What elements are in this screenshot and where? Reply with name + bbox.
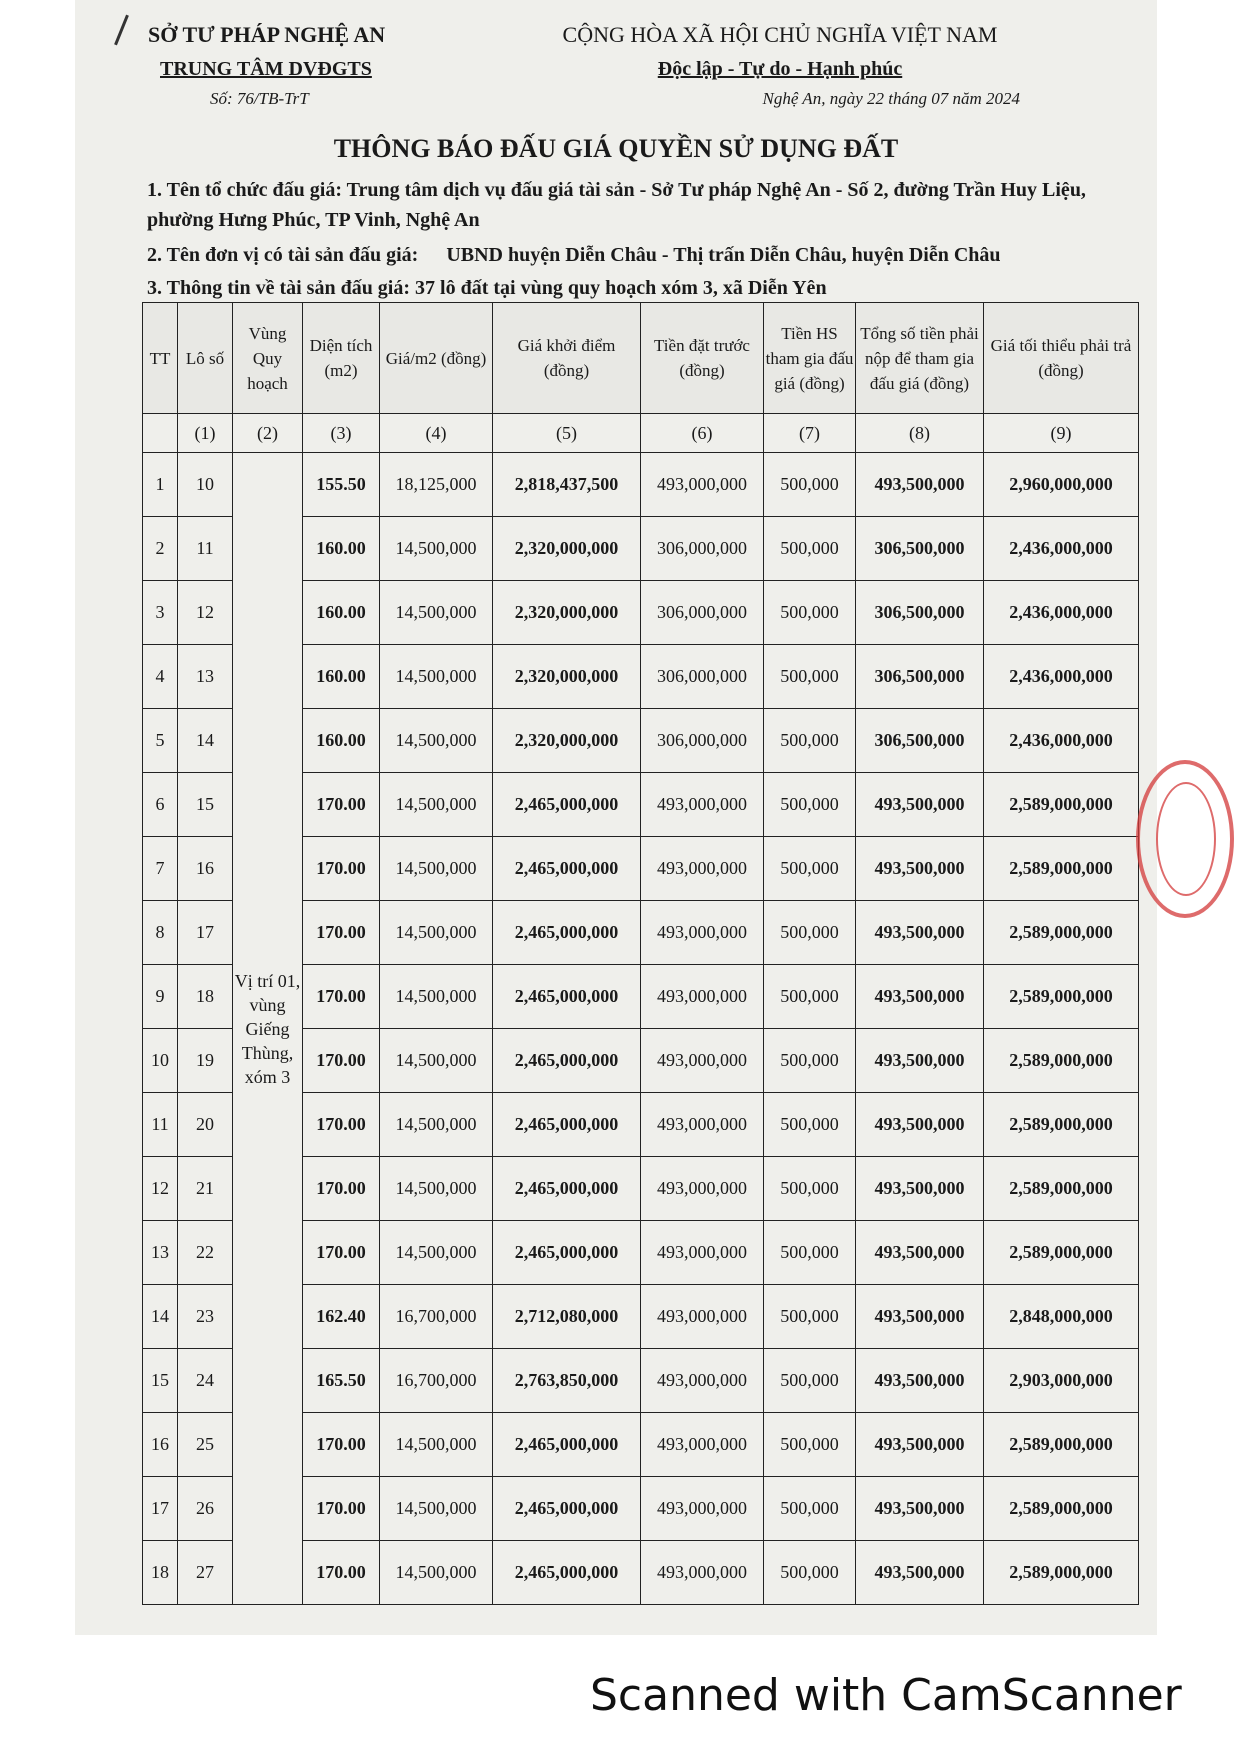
table-cell: 2,465,000,000	[493, 901, 641, 965]
table-cell: 2,589,000,000	[984, 1477, 1139, 1541]
table-cell: 2,436,000,000	[984, 709, 1139, 773]
table-cell: 306,500,000	[856, 581, 984, 645]
index-cell: (9)	[984, 414, 1139, 453]
table-cell: 14,500,000	[380, 581, 493, 645]
table-cell: 2,589,000,000	[984, 1029, 1139, 1093]
table-cell: 2,589,000,000	[984, 1541, 1139, 1605]
table-cell: 14,500,000	[380, 837, 493, 901]
index-cell: (2)	[233, 414, 303, 453]
date-line: Nghệ An, ngày 22 tháng 07 năm 2024	[762, 89, 1020, 108]
table-cell: 2,465,000,000	[493, 1029, 641, 1093]
table-cell: 170.00	[303, 773, 380, 837]
table-cell: 493,000,000	[641, 837, 764, 901]
table-cell: 170.00	[303, 1093, 380, 1157]
col-header: Tiền đặt trước (đồng)	[641, 303, 764, 414]
table-cell: 14,500,000	[380, 965, 493, 1029]
table-cell: 24	[178, 1349, 233, 1413]
table-cell: 500,000	[764, 1541, 856, 1605]
table-cell: 160.00	[303, 709, 380, 773]
table-cell: 6	[143, 773, 178, 837]
table-cell: 493,000,000	[641, 453, 764, 517]
table-cell: 12	[143, 1157, 178, 1221]
table-cell: 160.00	[303, 517, 380, 581]
table-cell: 170.00	[303, 1477, 380, 1541]
table-cell: 16	[143, 1413, 178, 1477]
table-cell: 22	[178, 1221, 233, 1285]
table-cell: 493,500,000	[856, 1413, 984, 1477]
table-cell: 500,000	[764, 1029, 856, 1093]
table-cell: 2,320,000,000	[493, 517, 641, 581]
table-cell: 306,000,000	[641, 709, 764, 773]
table-cell: 493,500,000	[856, 1477, 984, 1541]
index-cell: (8)	[856, 414, 984, 453]
table-cell: 2,712,080,000	[493, 1285, 641, 1349]
table-cell: 14,500,000	[380, 645, 493, 709]
table-cell: 165.50	[303, 1349, 380, 1413]
table-cell: 14,500,000	[380, 1221, 493, 1285]
index-cell: (5)	[493, 414, 641, 453]
table-cell: 500,000	[764, 645, 856, 709]
table-cell: 2,589,000,000	[984, 1221, 1139, 1285]
table-cell: 170.00	[303, 1541, 380, 1605]
col-header: Giá/m2 (đồng)	[380, 303, 493, 414]
table-cell: 2,320,000,000	[493, 645, 641, 709]
table-header-row	[143, 303, 1139, 414]
table-cell: 14	[143, 1285, 178, 1349]
col-header: Vùng Quy hoạch	[233, 303, 303, 414]
table-cell: 18,125,000	[380, 453, 493, 517]
org-unit: TRUNG TÂM DVĐGTS	[160, 58, 372, 80]
table-cell: 500,000	[764, 1477, 856, 1541]
table-cell: 493,000,000	[641, 901, 764, 965]
table-cell: 2,465,000,000	[493, 837, 641, 901]
table-cell: 306,500,000	[856, 709, 984, 773]
table-cell: 306,000,000	[641, 645, 764, 709]
col-header: TT	[143, 303, 178, 414]
table-cell: 14,500,000	[380, 901, 493, 965]
table-cell: 2,903,000,000	[984, 1349, 1139, 1413]
table-cell: 500,000	[764, 709, 856, 773]
table-cell: 14	[178, 709, 233, 773]
table-cell: 493,500,000	[856, 1285, 984, 1349]
table-cell: 2,465,000,000	[493, 1541, 641, 1605]
header-right	[520, 22, 1040, 109]
table-cell: 2,436,000,000	[984, 517, 1139, 581]
table-cell: 25	[178, 1413, 233, 1477]
table-cell: 18	[178, 965, 233, 1029]
table-cell: 170.00	[303, 965, 380, 1029]
table-cell: 8	[143, 901, 178, 965]
table-cell: 306,000,000	[641, 517, 764, 581]
section-2-value: UBND huyện Diễn Châu - Thị trấn Diễn Châu, huyện Diễn Châu	[446, 244, 1001, 266]
table-cell: 170.00	[303, 1157, 380, 1221]
table-cell: 155.50	[303, 453, 380, 517]
table-cell: 493,500,000	[856, 453, 984, 517]
col-header: Tiền HS tham gia đấu giá (đồng)	[764, 303, 856, 414]
section-2-label: 2. Tên đơn vị có tài sản đấu giá:	[147, 244, 419, 266]
table-cell: 7	[143, 837, 178, 901]
index-cell: (3)	[303, 414, 380, 453]
table-cell: 2,465,000,000	[493, 1413, 641, 1477]
table-cell: 493,000,000	[641, 1349, 764, 1413]
table-cell: 26	[178, 1477, 233, 1541]
table-cell: 493,500,000	[856, 1093, 984, 1157]
table-cell: 16	[178, 837, 233, 901]
table-cell: 14,500,000	[380, 517, 493, 581]
table-cell: 170.00	[303, 1029, 380, 1093]
red-seal-stamp	[1136, 760, 1234, 918]
table-cell: 2,589,000,000	[984, 837, 1139, 901]
table-cell: 500,000	[764, 901, 856, 965]
table-cell: 170.00	[303, 1221, 380, 1285]
col-header: Lô số	[178, 303, 233, 414]
col-header: Diện tích (m2)	[303, 303, 380, 414]
table-cell: 2,465,000,000	[493, 1477, 641, 1541]
table-cell: 170.00	[303, 901, 380, 965]
table-cell: 14,500,000	[380, 1157, 493, 1221]
table-cell: 493,500,000	[856, 1029, 984, 1093]
table-cell: 5	[143, 709, 178, 773]
table-cell: 2,436,000,000	[984, 645, 1139, 709]
table-cell: 14,500,000	[380, 1093, 493, 1157]
table-cell: 160.00	[303, 581, 380, 645]
table-cell: 9	[143, 965, 178, 1029]
table-cell: 20	[178, 1093, 233, 1157]
table-cell: 493,000,000	[641, 1029, 764, 1093]
table-cell: 16,700,000	[380, 1349, 493, 1413]
table-cell: 2,465,000,000	[493, 1157, 641, 1221]
table-cell: 306,000,000	[641, 581, 764, 645]
table-cell: 493,500,000	[856, 1157, 984, 1221]
index-cell: (7)	[764, 414, 856, 453]
table-cell: 500,000	[764, 517, 856, 581]
index-row	[143, 414, 1139, 453]
table-cell: 2,589,000,000	[984, 965, 1139, 1029]
region-cell: Vị trí 01, vùng Giếng Thùng, xóm 3	[233, 453, 303, 1605]
table-cell: 500,000	[764, 453, 856, 517]
table-cell: 493,000,000	[641, 773, 764, 837]
table-cell: 15	[143, 1349, 178, 1413]
table-cell: 2,465,000,000	[493, 1093, 641, 1157]
table-cell: 493,500,000	[856, 1349, 984, 1413]
table-cell: 2,465,000,000	[493, 1221, 641, 1285]
table-cell: 2,589,000,000	[984, 773, 1139, 837]
table-cell: 14,500,000	[380, 1541, 493, 1605]
table-cell: 500,000	[764, 1349, 856, 1413]
motto: Độc lập - Tự do - Hạnh phúc	[657, 58, 903, 80]
col-header: Giá tối thiểu phải trả (đồng)	[984, 303, 1139, 414]
table-cell: 11	[143, 1093, 178, 1157]
index-cell	[143, 414, 178, 453]
table-cell: 500,000	[764, 1285, 856, 1349]
table-cell: 493,000,000	[641, 1157, 764, 1221]
table-cell: 500,000	[764, 773, 856, 837]
table-cell: 493,000,000	[641, 1477, 764, 1541]
table-cell: 500,000	[764, 1093, 856, 1157]
document-title: THÔNG BÁO ĐẤU GIÁ QUYỀN SỬ DỤNG ĐẤT	[333, 134, 899, 163]
table-cell: 306,500,000	[856, 517, 984, 581]
table-cell: 14,500,000	[380, 1029, 493, 1093]
table-cell: 493,500,000	[856, 773, 984, 837]
table-cell: 2,763,850,000	[493, 1349, 641, 1413]
table-cell: 2,589,000,000	[984, 1157, 1139, 1221]
table-cell: 500,000	[764, 1221, 856, 1285]
table-cell: 14,500,000	[380, 709, 493, 773]
table-cell: 2,465,000,000	[493, 773, 641, 837]
table-cell: 14,500,000	[380, 773, 493, 837]
table-cell: 13	[178, 645, 233, 709]
table-cell: 160.00	[303, 645, 380, 709]
table-cell: 2,320,000,000	[493, 581, 641, 645]
table-cell: 170.00	[303, 1413, 380, 1477]
col-header: Tổng số tiền phải nộp để tham gia đấu giá (đồng)	[856, 303, 984, 414]
scanner-watermark: Scanned with CamScanner	[590, 1670, 1182, 1721]
table-cell: 500,000	[764, 581, 856, 645]
table-cell: 4	[143, 645, 178, 709]
table-cell: 493,000,000	[641, 1285, 764, 1349]
table-cell: 14,500,000	[380, 1413, 493, 1477]
col-header: Giá khởi điểm (đồng)	[493, 303, 641, 414]
header-left	[148, 22, 448, 109]
nation-name: CỘNG HÒA XÃ HỘI CHỦ NGHĨA VIỆT NAM	[562, 22, 998, 47]
table-cell: 2,589,000,000	[984, 1413, 1139, 1477]
table-cell: 306,500,000	[856, 645, 984, 709]
table-cell: 2,848,000,000	[984, 1285, 1139, 1349]
table-cell: 493,500,000	[856, 837, 984, 901]
org-name: SỞ TƯ PHÁP NGHỆ AN	[148, 22, 386, 47]
table-cell: 10	[178, 453, 233, 517]
table-cell: 21	[178, 1157, 233, 1221]
table-row	[143, 453, 1139, 517]
table-cell: 12	[178, 581, 233, 645]
index-cell: (1)	[178, 414, 233, 453]
table-cell: 17	[143, 1477, 178, 1541]
index-cell: (4)	[380, 414, 493, 453]
table-cell: 493,000,000	[641, 965, 764, 1029]
table-cell: 493,500,000	[856, 965, 984, 1029]
table-cell: 170.00	[303, 837, 380, 901]
section-2	[147, 240, 1137, 270]
table-cell: 19	[178, 1029, 233, 1093]
section-3: 3. Thông tin về tài sản đấu giá: 37 lô đất tại vùng quy hoạch xóm 3, xã Diễn Yên	[147, 277, 827, 299]
table-cell: 16,700,000	[380, 1285, 493, 1349]
table-cell: 2,320,000,000	[493, 709, 641, 773]
table-cell: 27	[178, 1541, 233, 1605]
table-cell: 493,500,000	[856, 901, 984, 965]
table-cell: 2,465,000,000	[493, 965, 641, 1029]
index-cell: (6)	[641, 414, 764, 453]
table-cell: 1	[143, 453, 178, 517]
table-cell: 493,000,000	[641, 1541, 764, 1605]
table-cell: 13	[143, 1221, 178, 1285]
table-cell: 10	[143, 1029, 178, 1093]
auction-table	[142, 302, 1139, 1605]
table-cell: 2,589,000,000	[984, 1093, 1139, 1157]
table-cell: 493,500,000	[856, 1221, 984, 1285]
table-cell: 493,000,000	[641, 1221, 764, 1285]
table-cell: 14,500,000	[380, 1477, 493, 1541]
table-cell: 2,818,437,500	[493, 453, 641, 517]
table-cell: 2	[143, 517, 178, 581]
table-cell: 17	[178, 901, 233, 965]
table-cell: 500,000	[764, 1413, 856, 1477]
table-cell: 23	[178, 1285, 233, 1349]
table-cell: 493,500,000	[856, 1541, 984, 1605]
table-cell: 11	[178, 517, 233, 581]
table-cell: 3	[143, 581, 178, 645]
table-cell: 2,436,000,000	[984, 581, 1139, 645]
seal-inner-ring	[1156, 782, 1216, 896]
document-number: Số: 76/TB-TrT	[210, 89, 309, 108]
table-cell: 18	[143, 1541, 178, 1605]
section-1: 1. Tên tổ chức đấu giá: Trung tâm dịch vụ đấu giá tài sản - Sở Tư pháp Nghệ An - Số 2, đường Trần Huy Liệu, phường Hưng Phúc, TP Vinh, Nghệ An	[147, 179, 1086, 231]
table-cell: 500,000	[764, 965, 856, 1029]
table-cell: 2,960,000,000	[984, 453, 1139, 517]
table-cell: 500,000	[764, 837, 856, 901]
table-cell: 15	[178, 773, 233, 837]
table-cell: 162.40	[303, 1285, 380, 1349]
table-cell: 493,000,000	[641, 1093, 764, 1157]
table-cell: 500,000	[764, 1157, 856, 1221]
table-cell: 2,589,000,000	[984, 901, 1139, 965]
table-cell: 493,000,000	[641, 1413, 764, 1477]
